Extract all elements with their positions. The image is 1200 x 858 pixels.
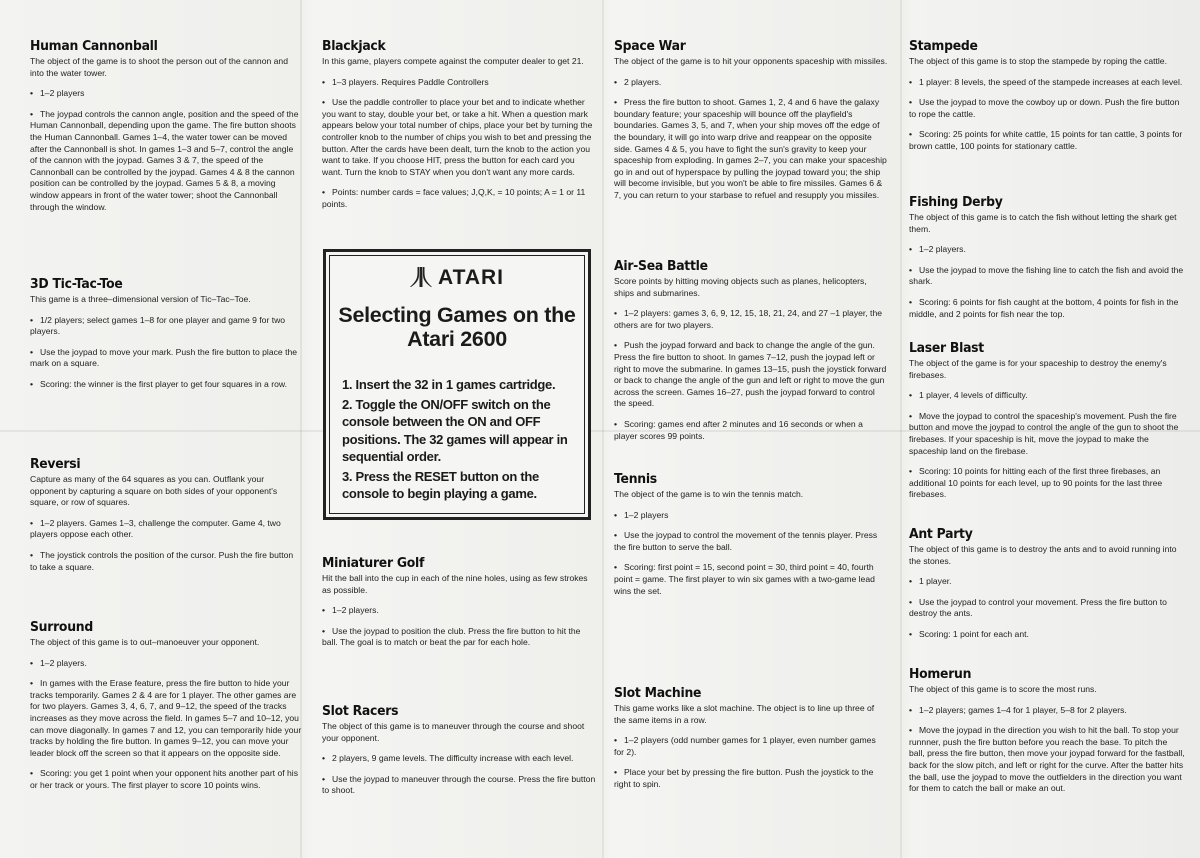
section-title: Miniaturer Golf [322, 555, 425, 571]
bullet-paragraph: • The joypad controls the cannon angle, position and the speed of the Human Cannonball, depending upon the game. The fire button shoots the Human Cannonball. Games 1–4, the water tower can be moved after the Cannonball is shot. In games 1–3 and 5–7, control the angle of the cannon with the joypad. Games 3 & 7, the speed of the Cannonball can be controlled by the joypad. Games 4 & 8 the cannon position can be controlled by the joypad. Games 5 & 8, a moving window appears in front of the water tower; shoot the Cannonball through the window. [30, 109, 302, 213]
bullet-paragraph: • 1–3 players. Requires Paddle Controllers [322, 77, 597, 89]
section-miniaturer-golf [322, 555, 597, 658]
bullet-paragraph: • Use the joypad to move the cowboy up or down. Push the fire button to rope the cattle. [909, 97, 1185, 120]
section-ant-party [909, 526, 1185, 650]
paragraph: The object of the game is to hit your opponents spaceship with missiles. [614, 56, 888, 66]
section-title: Reversi [30, 456, 81, 472]
bullet-paragraph: • 2 players, 9 game levels. The difficulty increase with each level. [322, 753, 597, 765]
bullet-paragraph: • Use the joypad to move the fishing line to catch the fish and avoid the shark. [909, 265, 1185, 288]
paragraph: Score points by hitting moving objects such as planes, helicopters, ships and submarines. [614, 276, 867, 298]
section-3d-tic-tac-toe [30, 276, 302, 400]
step-1: 1. Insert the 32 in 1 games cartridge. [342, 377, 556, 392]
bullet-paragraph: • 1–2 players: games 3, 6, 9, 12, 15, 18, 21, 24, and 27 –1 player, the others are for two players. [614, 308, 888, 331]
bullet-paragraph: • Scoring: the winner is the first player to get four squares in a row. [30, 379, 302, 391]
bullet-paragraph: • Move the joypad to control the spaceship's movement. Push the fire button and move the joypad to control the angle of the gun to shoot the firebases. If your spaceship is hit, move the joypad to make the spaceship land on the firebase. [909, 411, 1185, 457]
bullet-paragraph: • 1 player. [909, 576, 1185, 588]
bullet-paragraph: • Scoring: first point = 15, second point = 30, third point = 40, fourth point = game. The first player to win six games with a two-game lead wins the set. [614, 562, 888, 597]
bullet-paragraph: • Move the joypad in the direction you wish to hit the ball. To stop your runnner, push the fire button before you reach the base. To pitch the ball, press the fire button, then move your joypad forward for the fastball, back for the slow pitch, and left or right for the curve. After the batter hits the ball, use the joypad to move the outfielders in the direction you want for them to catch the ball or make an out. [909, 725, 1185, 795]
bullet-paragraph: • 1–2 players. Games 1–3, challenge the computer. Game 4, two players oppose each other. [30, 518, 302, 541]
fold-line [900, 0, 902, 858]
bullet-paragraph: • Scoring: 25 points for white cattle, 15 points for tan cattle, 3 points for brown cattle, 100 points for stationary cattle. [909, 129, 1185, 152]
bullet-paragraph: • Use the paddle controller to place your bet and to indicate whether you want to stay, double your bet, or take a hit. When a question mark appears below your total number of chips, place your bet by turning the controller knob to the number of chips you wish to bet and pressing the button. After the cards have been dealt, turn the knob to the action you want to take. If you choose HIT, press the button for each card you want. Turn the knob to STAY when you don't want any more cards. [322, 97, 597, 178]
section-title: 3D Tic-Tac-Toe [30, 276, 123, 292]
section-stampede [909, 38, 1185, 162]
game-selection-box [323, 249, 591, 520]
bullet-paragraph: • Use the joypad to move your mark. Push the fire button to place the mark on a square. [30, 347, 302, 370]
section-slot-racers [322, 703, 597, 806]
atari-fuji-icon [410, 267, 432, 287]
section-human-cannonball [30, 38, 302, 222]
bullet-paragraph: • 1–2 players; games 1–4 for 1 player, 5–8 for 2 players. [909, 705, 1185, 717]
bullet-paragraph: • Use the joypad to position the club. Press the fire button to hit the ball. The goal is to match or beat the par for each hole. [322, 626, 597, 649]
bullet-paragraph: • Press the fire button to shoot. Games 1, 2, 4 and 6 have the galaxy boundary feature; your spaceship will bounce off the playfield's boundaries. Games 3, 5, and 7, when your ship moves off the edge of the boundary, it will go into warp drive and reappear on the opposite side. Games 4 & 5, you have to fight the sun's gravity to keep your spaceship from exploding. In games 2–7, you can make your spaceship go in and out of hyperspace by pulling the joypad toward you; the ship will become invisible, but you won't be able to fire missiles. Games 6 & 7, you can return to your starbase to refuel and resupply you missiles. [614, 97, 888, 201]
bullet-paragraph: • In games with the Erase feature, press the fire button to hide your tracks temporarily. Games 2 & 4 are for 1 player. The other games are for two players. Games 3, 4, 6, 7, and 9–12, the speed of the tracks increases as they move across the field. In games 5–7 and 10–12, you can move diagonally. In games 7 and 12, you can temporarily hide your tracks by holding the fire button. In games 9–12, you can move your leader block off the screen so that it appears on the opposite side. [30, 678, 302, 759]
bullet-paragraph: • Points: number cards = face values; J,Q,K, = 10 points; A = 1 or 11 points. [322, 187, 597, 210]
section-title: Space War [614, 38, 686, 54]
section-space-war [614, 38, 888, 211]
step-3: 3. Press the RESET button on the console to begin playing a game. [342, 468, 539, 501]
atari-logo-text: ATARI [437, 266, 505, 289]
bullet-paragraph: • 1–2 players. [322, 605, 597, 617]
bullet-paragraph: • 1–2 players. [30, 658, 302, 670]
paragraph: The object of this game is to stop the stampede by roping the cattle. [909, 56, 1167, 66]
section-reversi [30, 456, 302, 582]
paragraph: The object of this game is to catch the fish without letting the shark get them. [909, 212, 1177, 234]
bullet-paragraph: • Scoring: 6 points for fish caught at the bottom, 4 points for fish in the middle, and 2 points for fish near the top. [909, 297, 1185, 320]
bullet-paragraph: • Scoring: 10 points for hitting each of the first three firebases, an additional 10 points for each level, up to 90 points for the last three firebases. [909, 466, 1185, 501]
bullet-paragraph: • Scoring: games end after 2 minutes and 16 seconds or when a player scores 99 points. [614, 419, 888, 442]
section-title: Stampede [909, 38, 978, 54]
bullet-paragraph: • Use the joypad to maneuver through the course. Press the fire button to shoot. [322, 774, 597, 797]
bullet-paragraph: • 2 players. [614, 77, 888, 89]
paragraph: Hit the ball into the cup in each of the nine holes, using as few strokes as possible. [322, 573, 588, 595]
box-steps [342, 376, 574, 505]
section-title: Slot Machine [614, 685, 702, 701]
section-laser-blast [909, 340, 1185, 510]
section-title: Surround [30, 619, 93, 635]
paragraph: Capture as many of the 64 squares as you can. Outflank your opponent by capturing a square on both sides of your opponent's square, or row of squares. [30, 474, 278, 508]
paragraph: This game works like a slot machine. The object is to line up three of the same items in a row. [614, 703, 875, 725]
paragraph: The object of the game is to win the tennis match. [614, 489, 804, 499]
paragraph: The object of the game is for your spaceship to destroy the enemy's firebases. [909, 358, 1167, 380]
paragraph: This game is a three–dimensional version of Tic–Tac–Toe. [30, 294, 251, 304]
section-title: Tennis [614, 471, 657, 487]
section-air-sea-battle [614, 258, 888, 451]
paragraph: The object of this game is to out–manoeuver your opponent. [30, 637, 260, 647]
section-homerun [909, 666, 1185, 804]
bullet-paragraph: • 1–2 players. [909, 244, 1185, 256]
paragraph: The object of the game is to shoot the person out of the cannon and into the water tower. [30, 56, 288, 78]
section-title: Fishing Derby [909, 194, 1003, 210]
bullet-paragraph: • Push the joypad forward and back to change the angle of the gun. Press the fire button to shoot. In games 7–12, push the joypad left or right to move the submarine. In games 13–15, push the joystick forward or back to change the angle of the gun and left or right to move the gun across the screen. Games 16–27, push the joypad forward to control the speed. [614, 340, 888, 410]
bullet-paragraph: • Use the joypad to control your movement. Press the fire button to destroy the ants. [909, 597, 1185, 620]
box-inner-border [329, 255, 585, 514]
bullet-paragraph: • 1–2 players [30, 88, 302, 100]
section-fishing-derby [909, 194, 1185, 329]
bullet-paragraph: • 1–2 players [614, 510, 888, 522]
section-blackjack [322, 38, 597, 220]
bullet-paragraph: • The joystick controls the position of the cursor. Push the fire button to take a square. [30, 550, 302, 573]
section-slot-machine [614, 685, 888, 800]
paragraph: In this game, players compete against the computer dealer to get 21. [322, 56, 584, 66]
fold-line [602, 0, 604, 858]
bullet-paragraph: • Place your bet by pressing the fire button. Push the joystick to the right to spin. [614, 767, 888, 790]
section-title: Slot Racers [322, 703, 399, 719]
bullet-paragraph: • 1 player: 8 levels, the speed of the stampede increases at each level. [909, 77, 1185, 89]
bullet-paragraph: • Scoring: 1 point for each ant. [909, 629, 1185, 641]
bullet-paragraph: • 1–2 players (odd number games for 1 player, even number games for 2). [614, 735, 888, 758]
bullet-paragraph: • Scoring: you get 1 point when your opponent hits another part of his or her track or yours. The first player to score 10 points wins. [30, 768, 302, 791]
section-title: Ant Party [909, 526, 973, 542]
section-title: Homerun [909, 666, 972, 682]
paragraph: The object of this game is to maneuver through the course and shoot your opponent. [322, 721, 585, 743]
bullet-paragraph: • Use the joypad to control the movement of the tennis player. Press the fire button to serve the ball. [614, 530, 888, 553]
section-tennis [614, 471, 888, 606]
section-title: Air-Sea Battle [614, 258, 708, 274]
section-surround [30, 619, 302, 801]
section-title: Human Cannonball [30, 38, 158, 54]
bullet-paragraph: • 1 player, 4 levels of difficulty. [909, 390, 1185, 402]
paragraph: The object of this game is to destroy the ants and to avoid running into the stones. [909, 544, 1177, 566]
bullet-paragraph: • 1/2 players; select games 1–8 for one player and game 9 for two players. [30, 315, 302, 338]
paragraph: The object of this game is to score the most runs. [909, 684, 1097, 694]
step-2: 2. Toggle the ON/OFF switch on the console between the ON and OFF positions. The 32 games will appear in sequential order. [342, 396, 568, 464]
section-title: Laser Blast [909, 340, 984, 356]
section-title: Blackjack [322, 38, 386, 54]
box-title: Selecting Games on the Atari 2600 [338, 303, 576, 351]
atari-logo [330, 266, 584, 290]
